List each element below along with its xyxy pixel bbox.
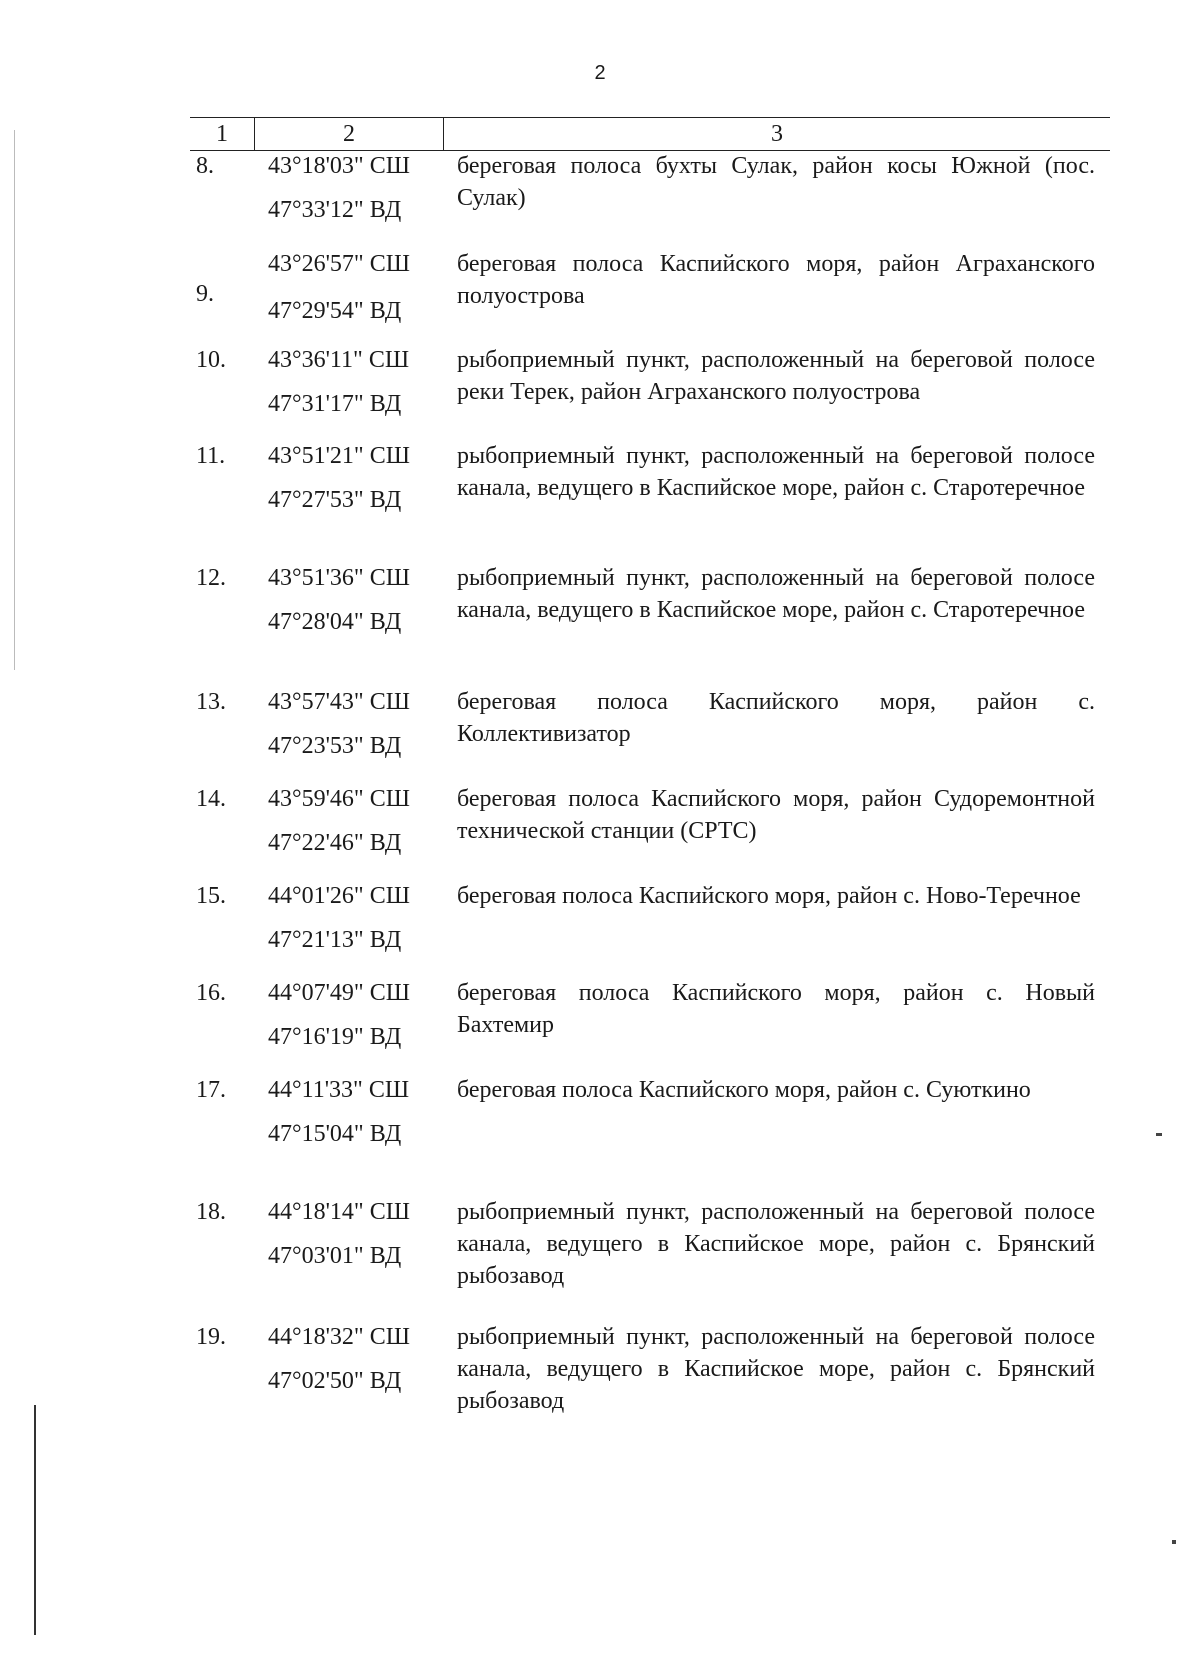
latitude: 44°11'33" СШ [268,1077,410,1103]
header-cell-3: 3 [771,121,783,147]
latitude: 43°26'57" СШ [268,251,410,277]
latitude: 43°36'11" СШ [268,347,410,373]
latitude: 44°18'14" СШ [268,1199,410,1225]
scan-margin-line [14,130,15,670]
longitude: 47°23'53" ВД [268,733,402,759]
latitude: 44°01'26" СШ [268,883,410,909]
location-description: береговая полоса Каспийского моря, район с. Коллективизатор [457,689,1095,747]
row-number: 9. [196,281,214,307]
latitude: 43°18'03" СШ [268,153,410,179]
row-number: 19. [196,1324,226,1350]
location-description: береговая полоса Каспийского моря, район Судоремонтной технической станции (СРТС) [457,786,1095,844]
latitude: 44°18'32" СШ [268,1324,410,1350]
latitude: 43°59'46" СШ [268,786,410,812]
longitude: 47°02'50" ВД [268,1368,402,1394]
row-number: 13. [196,689,226,715]
longitude: 47°16'19" ВД [268,1024,402,1050]
location-description: рыбоприемный пункт, расположенный на береговой полосе канала, ведущего в Каспийское море, район с. Старотеречное [457,565,1095,623]
location-description: рыбоприемный пункт, расположенный на береговой полосе канала, ведущего в Каспийское море, район с. Брянский рыбозавод [457,1324,1095,1414]
latitude: 44°07'49" СШ [268,980,410,1006]
location-description: береговая полоса Каспийского моря, район с. Суюткино [457,1077,1031,1103]
longitude: 47°22'46" ВД [268,830,402,856]
longitude: 47°28'04" ВД [268,609,402,635]
latitude: 43°57'43" СШ [268,689,410,715]
row-number: 12. [196,565,226,591]
row-number: 15. [196,883,226,909]
longitude: 47°31'17" ВД [268,391,402,417]
location-description: береговая полоса Каспийского моря, район с. Новый Бахтемир [457,980,1095,1038]
header-cell-1: 1 [216,121,228,147]
latitude: 43°51'21" СШ [268,443,410,469]
row-number: 11. [196,443,226,469]
row-number: 10. [196,347,226,373]
row-number: 17. [196,1077,226,1103]
page-number: 2 [594,62,606,84]
location-description: береговая полоса Каспийского моря, район с. Ново-Теречное [457,883,1081,909]
row-number: 16. [196,980,226,1006]
header-cell-2: 2 [343,121,355,147]
row-number: 18. [196,1199,226,1225]
location-description: береговая полоса Каспийского моря, район Аграханского полуострова [457,251,1095,309]
longitude: 47°15'04" ВД [268,1121,402,1147]
longitude: 47°33'12" ВД [268,197,402,223]
location-description: рыбоприемный пункт, расположенный на береговой полосе реки Терек, район Аграханского полуострова [457,347,1095,405]
longitude: 47°27'53" ВД [268,487,402,513]
scan-speck [1172,1540,1176,1544]
scan-margin-line [34,1405,36,1635]
location-description: береговая полоса бухты Сулак, район косы Южной (пос. Сулак) [457,153,1095,211]
scan-speck [1156,1133,1162,1136]
location-description: рыбоприемный пункт, расположенный на береговой полосе канала, ведущего в Каспийское море, район с. Старотеречное [457,443,1095,501]
row-number: 14. [196,786,226,812]
latitude: 43°51'36" СШ [268,565,410,591]
longitude: 47°21'13" ВД [268,927,402,953]
location-description: рыбоприемный пункт, расположенный на береговой полосе канала, ведущего в Каспийское море, район с. Брянский рыбозавод [457,1199,1095,1289]
longitude: 47°03'01" ВД [268,1243,402,1269]
longitude: 47°29'54" ВД [268,298,402,324]
row-number: 8. [196,153,214,179]
